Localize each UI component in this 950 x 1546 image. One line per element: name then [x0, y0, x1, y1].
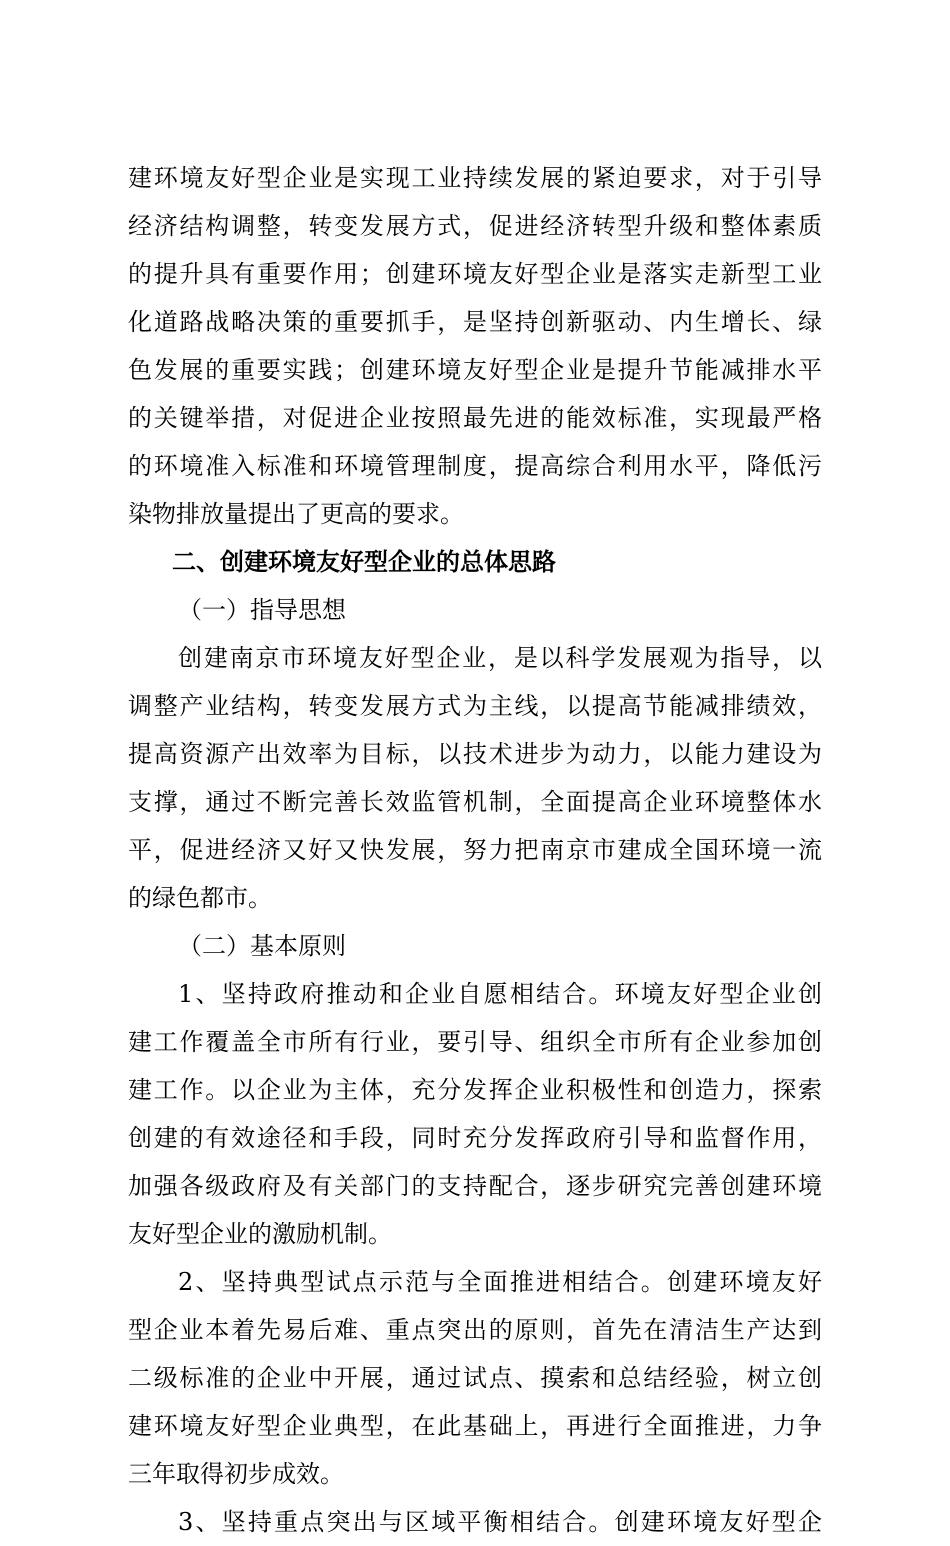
paragraph-line: 2、坚持典型试点示范与全面推进相结合。创建环境友好 [178, 1268, 822, 1296]
section-heading: 二、创建环境友好型企业的总体思路 [172, 547, 556, 576]
paragraph-line: 的提升具有重要作用；创建环境友好型企业是落实走新型工业 [128, 260, 822, 288]
paragraph-line: 建环境友好型企业典型，在此基础上，再进行全面推进，力争 [128, 1412, 822, 1440]
paragraph-line: 创建南京市环境友好型企业，是以科学发展观为指导，以 [178, 644, 822, 672]
subsection-heading: （二）基本原则 [178, 932, 346, 960]
paragraph-line: 建环境友好型企业是实现工业持续发展的紧迫要求，对于引导 [128, 164, 822, 192]
paragraph-line: 提高资源产出效率为目标，以技术进步为动力，以能力建设为 [128, 740, 822, 768]
paragraph-line: 1、坚持政府推动和企业自愿相结合。环境友好型企业创 [178, 980, 822, 1008]
paragraph-line: 二级标准的企业中开展，通过试点、摸索和总结经验，树立创 [128, 1364, 822, 1392]
subsection-heading: （一）指导思想 [178, 596, 346, 624]
paragraph-line: 的环境准入标准和环境管理制度，提高综合利用水平，降低污 [128, 452, 822, 480]
paragraph-line: 三年取得初步成效。 [128, 1460, 344, 1488]
paragraph-line: 调整产业结构，转变发展方式为主线，以提高节能减排绩效， [128, 692, 822, 720]
paragraph-line: 染物排放量提出了更高的要求。 [128, 500, 464, 528]
paragraph-line: 化道路战略决策的重要抓手，是坚持创新驱动、内生增长、绿 [128, 308, 822, 336]
paragraph-line: 友好型企业的激励机制。 [128, 1220, 392, 1248]
paragraph-line: 建工作覆盖全市所有行业，要引导、组织全市所有企业参加创 [128, 1028, 822, 1056]
paragraph-line: 色发展的重要实践；创建环境友好型企业是提升节能减排水平 [128, 356, 822, 384]
paragraph-line: 型企业本着先易后难、重点突出的原则，首先在清洁生产达到 [128, 1316, 822, 1344]
paragraph-line: 经济结构调整，转变发展方式，促进经济转型升级和整体素质 [128, 212, 822, 240]
paragraph-line: 平，促进经济又好又快发展，努力把南京市建成全国环境一流 [128, 836, 822, 864]
paragraph-line: 3、坚持重点突出与区域平衡相结合。创建环境友好型企 [178, 1508, 822, 1536]
paragraph-line: 的绿色都市。 [128, 884, 272, 912]
paragraph-line: 加强各级政府及有关部门的支持配合，逐步研究完善创建环境 [128, 1172, 822, 1200]
paragraph-line: 的关键举措，对促进企业按照最先进的能效标准，实现最严格 [128, 404, 822, 432]
paragraph-line: 建工作。以企业为主体，充分发挥企业积极性和创造力，探索 [128, 1076, 822, 1104]
paragraph-line: 支撑，通过不断完善长效监管机制，全面提高企业环境整体水 [128, 788, 822, 816]
paragraph-line: 创建的有效途径和手段，同时充分发挥政府引导和监督作用， [128, 1124, 822, 1152]
